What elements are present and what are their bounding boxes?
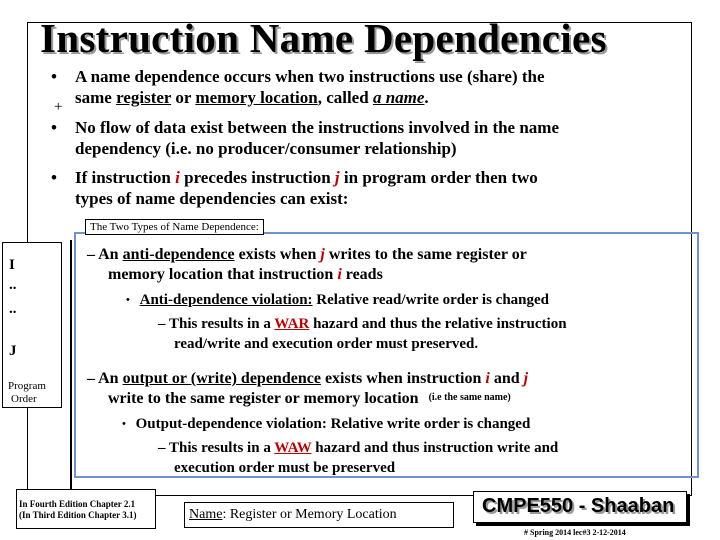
output-violation-item: • Output-dependence violation: Relative write order is changed — [122, 416, 531, 432]
term-output-dependence: output or (write) dependence — [122, 370, 321, 387]
term-register: register — [116, 88, 172, 107]
plus-mark: + — [54, 99, 63, 115]
term-a-name: a name — [372, 88, 425, 107]
name-definition-box: Name: Register or Memory Location — [184, 502, 454, 528]
footer-slide-info: # Spring 2014 lec#3 2-12-2014 — [524, 528, 626, 537]
var-i: i — [337, 266, 342, 283]
chapter-reference-box: In Fourth Edition Chapter 2.1 (In Third Edition Chapter 3.1) — [16, 489, 156, 529]
anti-result-item: – This results in a WAR hazard and thus the relative instruction read/write and execution order must preserved. — [158, 316, 567, 352]
bullet-no-flow: • No flow of data exist between the instructions involved in the name dependency (i.e. no producer/consumer relationship) — [51, 118, 560, 158]
bullet-name-dependence: • A name dependence occurs when two instructions use (share) the same register or memory location, called a name. — [51, 67, 545, 107]
output-result-item: – This results in a WAW hazard and thus instruction write and execution order must be preserved — [158, 440, 559, 476]
order-instruction-i: I — [9, 257, 15, 273]
term-memory-location: memory location — [195, 88, 318, 107]
term-anti-violation: Anti-dependence violation: — [139, 292, 313, 308]
course-title-box: CMPE550 - Shaaban — [473, 491, 687, 523]
var-i: i — [485, 370, 490, 387]
types-label: The Two Types of Name Dependence: — [85, 219, 264, 235]
term-name: Name — [189, 507, 223, 522]
slide-title: Instruction Name Dependencies — [40, 15, 607, 61]
var-j: j — [523, 370, 529, 387]
var-j: j — [334, 168, 340, 187]
hazard-war: WAR — [274, 316, 310, 332]
order-label-program: Program — [8, 380, 46, 392]
order-dots-1: .. — [9, 277, 17, 293]
program-order-arrow-line — [70, 240, 72, 494]
same-name-note: (i.e the same name) — [428, 392, 511, 403]
anti-violation-item: • Anti-dependence violation: Relative read/write order is changed — [126, 292, 550, 308]
order-dots-2: .. — [9, 301, 17, 317]
order-label-order: Order — [11, 393, 37, 405]
var-i: i — [175, 168, 180, 187]
var-j: j — [320, 246, 325, 263]
anti-dependence-item: – An anti-dependence exists when j writes to the same register or memory location that instruction i reads — [87, 246, 527, 283]
program-order-box — [2, 242, 62, 408]
bullet-precedes: • If instruction i precedes instruction j in program order then two types of name dependencies can exist: — [51, 168, 538, 208]
hazard-waw: WAW — [274, 440, 312, 456]
term-anti-dependence: anti-dependence — [122, 246, 235, 263]
output-dependence-item: – An output or (write) dependence exists when instruction i and j write to the same register or memory location (i.e the same name) — [87, 370, 529, 407]
order-instruction-j: J — [9, 343, 17, 359]
